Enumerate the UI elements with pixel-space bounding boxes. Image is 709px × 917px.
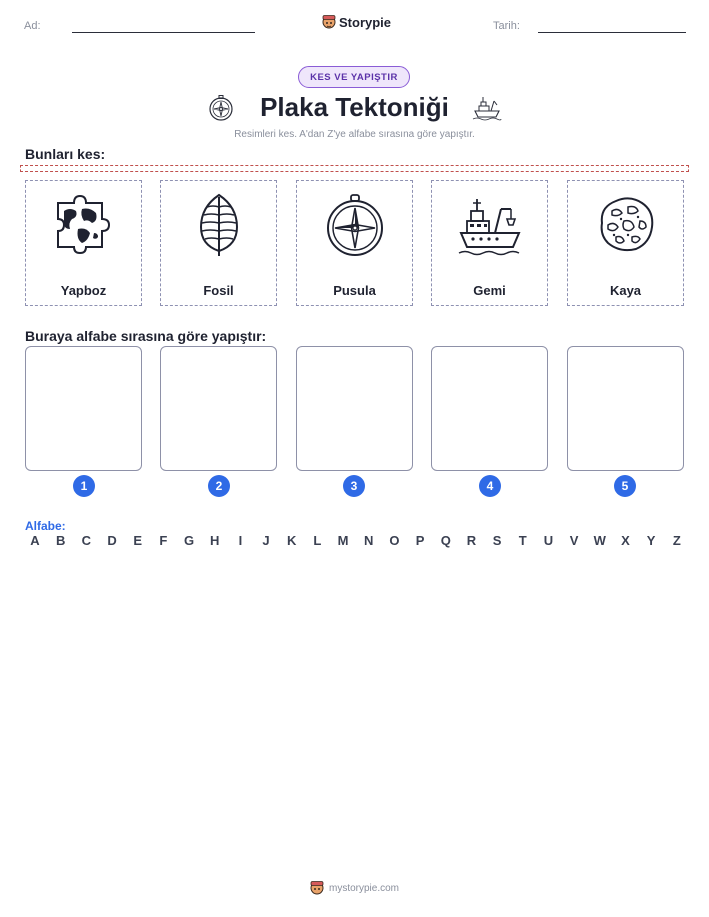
footer bbox=[0, 880, 709, 896]
number-badge-5: 5 bbox=[614, 475, 636, 497]
letter: O bbox=[389, 533, 400, 548]
page-title: Plaka Tektoniği bbox=[260, 92, 449, 122]
brand-logo bbox=[322, 14, 391, 30]
cut-card-kaya[interactable] bbox=[567, 180, 684, 306]
brand-name: Storypie bbox=[339, 14, 392, 30]
number-badge-4: 4 bbox=[479, 475, 501, 497]
letter: R bbox=[466, 533, 477, 548]
cut-card-fosil[interactable] bbox=[160, 180, 277, 306]
letter: B bbox=[55, 533, 66, 548]
ship-icon bbox=[457, 193, 523, 257]
cut-line bbox=[20, 165, 689, 172]
leaf-fossil-icon bbox=[187, 193, 251, 257]
letter: N bbox=[364, 533, 374, 548]
card-name: Yapboz bbox=[60, 283, 107, 298]
alphabet-row bbox=[26, 533, 686, 548]
date-line[interactable] bbox=[538, 32, 686, 33]
footer-site[interactable]: mystorypie.com bbox=[328, 882, 399, 894]
letter: U bbox=[543, 533, 554, 548]
letter: H bbox=[210, 533, 220, 548]
letter: P bbox=[415, 533, 425, 548]
letter: D bbox=[107, 533, 117, 548]
letter: V bbox=[569, 533, 579, 548]
paste-section-label: Buraya alfabe sırasına göre yapıştır: bbox=[25, 328, 267, 344]
letter: M bbox=[337, 533, 349, 548]
storypie-mascot-icon bbox=[310, 880, 324, 896]
ship-icon bbox=[472, 93, 502, 121]
letter: W bbox=[593, 533, 606, 548]
compass-icon bbox=[323, 193, 387, 257]
letter: L bbox=[313, 533, 322, 548]
paste-box-2[interactable] bbox=[160, 346, 277, 471]
instructions: Resimleri kes. A'dan Z'ye alfabe sırasına göre yapıştır. bbox=[234, 129, 475, 140]
letter: T bbox=[518, 533, 527, 548]
letter: Q bbox=[440, 533, 451, 548]
alphabet-label: Alfabe: bbox=[25, 519, 66, 533]
letter: J bbox=[262, 533, 270, 548]
cut-card-yapboz[interactable] bbox=[25, 180, 142, 306]
name-line[interactable] bbox=[72, 32, 255, 33]
number-badge-2: 2 bbox=[208, 475, 230, 497]
letter: Y bbox=[646, 533, 656, 548]
letter: S bbox=[492, 533, 502, 548]
card-name: Pusula bbox=[333, 283, 376, 298]
card-name: Fosil bbox=[203, 283, 234, 298]
letter: F bbox=[159, 533, 168, 548]
letter: A bbox=[30, 533, 40, 548]
paste-box-5[interactable] bbox=[567, 346, 684, 471]
letter: C bbox=[81, 533, 92, 548]
rock-icon bbox=[594, 193, 658, 257]
card-name: Kaya bbox=[609, 283, 642, 298]
name-label: Ad: bbox=[24, 20, 41, 32]
cut-card-gemi[interactable] bbox=[431, 180, 548, 306]
date-label: Tarih: bbox=[493, 20, 520, 32]
letter: I bbox=[238, 533, 243, 548]
cut-section-label: Bunları kes: bbox=[25, 146, 106, 162]
letter: E bbox=[133, 533, 143, 548]
number-badge-1: 1 bbox=[73, 475, 95, 497]
letter: K bbox=[287, 533, 297, 548]
paste-box-1[interactable] bbox=[25, 346, 142, 471]
activity-badge: KES VE YAPIŞTIR bbox=[298, 66, 410, 88]
paste-box-3[interactable] bbox=[296, 346, 413, 471]
number-badge-3: 3 bbox=[343, 475, 365, 497]
puzzle-globe-icon bbox=[52, 193, 116, 257]
storypie-mascot-icon bbox=[322, 14, 336, 30]
letter: Z bbox=[672, 533, 681, 548]
paste-box-4[interactable] bbox=[431, 346, 548, 471]
letter: X bbox=[621, 533, 630, 548]
letter: G bbox=[183, 533, 195, 548]
card-name: Gemi bbox=[473, 283, 506, 298]
cut-card-pusula[interactable] bbox=[296, 180, 413, 306]
